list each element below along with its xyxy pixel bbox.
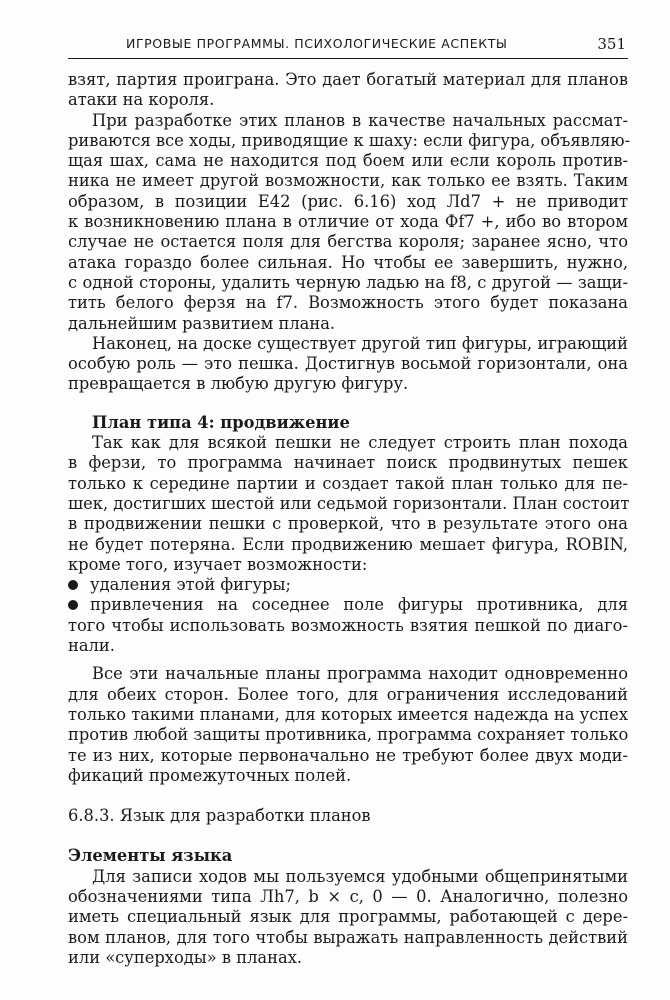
text-line: фикаций промежуточных полей. (68, 765, 352, 785)
text-line: для обеих сторон. Более того, для ограничения исследований (68, 684, 628, 704)
text-line: атака гораздо более сильная. Но чтобы ее завершить, нужно, (68, 252, 628, 272)
bullet-icon (68, 580, 78, 590)
paragraph-initial-plans (68, 664, 628, 786)
text-line: щая шах, сама не находится под боем или если король против- (68, 151, 628, 171)
paragraph-language (68, 867, 628, 968)
paragraph-check-plans (68, 110, 631, 334)
subsection-title: Элементы языка (68, 846, 233, 866)
text-line: Все эти начальные планы программа находит одновременно (92, 664, 628, 684)
running-header (68, 32, 628, 59)
text-line: атаки на короля. (68, 90, 215, 110)
paragraph-pawn (68, 334, 628, 395)
text-line: Наконец, на доске существует другой тип фигуры, играющий (92, 333, 628, 353)
text-line: Для записи ходов мы пользуемся удобными общепринятыми (92, 866, 628, 886)
text-line: к возникновению плана в отличие от хода Фf7 +, ибо во втором (68, 212, 628, 232)
text-line: кроме того, изучает возможности: (68, 554, 368, 574)
running-header-title: ИГРОВЫЕ ПРОГРАММЫ. ПСИХОЛОГИЧЕСКИЕ АСПЕКТЫ (126, 36, 508, 51)
text-line: только к середине партии и создает такой план только для пе- (68, 473, 628, 493)
bullet-item (68, 595, 628, 615)
text-line: с одной стороны, удалить черную ладью на f8, с другой — защи- (68, 272, 628, 292)
text-line: не будет потеряна. Если продвижению мешает фигура, ROBIN, (68, 534, 628, 554)
bullet-item (68, 575, 628, 595)
section-title: 6.8.3. Язык для разработки планов (68, 806, 371, 826)
bullet-icon (68, 600, 78, 610)
text-line: образом, в позиции E42 (рис. 6.16) ход Лd7 + не приводит (68, 191, 628, 211)
text-line: в ферзи, то программа начинает поиск продвинутых пешек (68, 453, 628, 473)
text-line: иметь специальный язык для программы, работающей с дере- (68, 907, 628, 927)
text-line: случае не остается поля для бегства короля; заранее ясно, что (68, 232, 628, 252)
text-line: дальнейшим развитием плана. (68, 313, 336, 333)
text-line: против любой защиты противника, программа сохраняет только (68, 725, 629, 745)
text-line: При разработке этих планов в качестве начальных рассмат- (92, 110, 628, 130)
bullet-list (68, 575, 628, 656)
page-number: 351 (597, 35, 626, 53)
text-line: только такими планами, для которых имеется надежда на успех (68, 704, 628, 724)
text-line: тить белого ферзя на f7. Возможность этого будет показана (68, 293, 628, 313)
text-line: превращается в любую другую фигуру. (68, 374, 409, 394)
text-line: ника не имеет другой возможности, как только ее взять. Таким (68, 171, 628, 191)
bullet-text-continued: того чтобы использовать возможность взятия пешкой по диаго- (68, 615, 628, 635)
text-line: те из них, которые первоначально не требуют более двух моди- (68, 745, 628, 765)
text-line: взят, партия проиграна. Это дает богатый материал для планов (68, 70, 628, 89)
bullet-text: привлечения на соседнее поле фигуры противника, для (90, 595, 628, 615)
text-line: шек, достигших шестой или седьмой горизонтали. План состоит (68, 493, 630, 513)
body-text (68, 70, 631, 968)
text-line: или «суперходы» в планах. (68, 947, 303, 967)
plan-type-heading: План типа 4: продвижение (92, 412, 350, 432)
text-line: Так как для всякой пешки не следует строить план похода (92, 433, 628, 453)
paragraph-continuation (68, 70, 628, 111)
bullet-text: удаления этой фигуры; (90, 575, 291, 595)
text-line: вом планов, для того чтобы выражать направленность действий (68, 927, 628, 947)
text-line: риваются все ходы, приводящие к шаху: если фигура, объявляю- (68, 130, 631, 150)
bullet-text-continued: нали. (68, 636, 115, 656)
paragraph-promotion (68, 433, 628, 575)
text-line: обозначениями типа Лh7, b × c, 0 — 0. Аналогично, полезно (68, 886, 628, 906)
text-line: особую роль — это пешка. Достигнув восьмой горизонтали, она (68, 354, 628, 374)
text-line: в продвижении пешки с проверкой, что в результате этого она (68, 514, 628, 534)
